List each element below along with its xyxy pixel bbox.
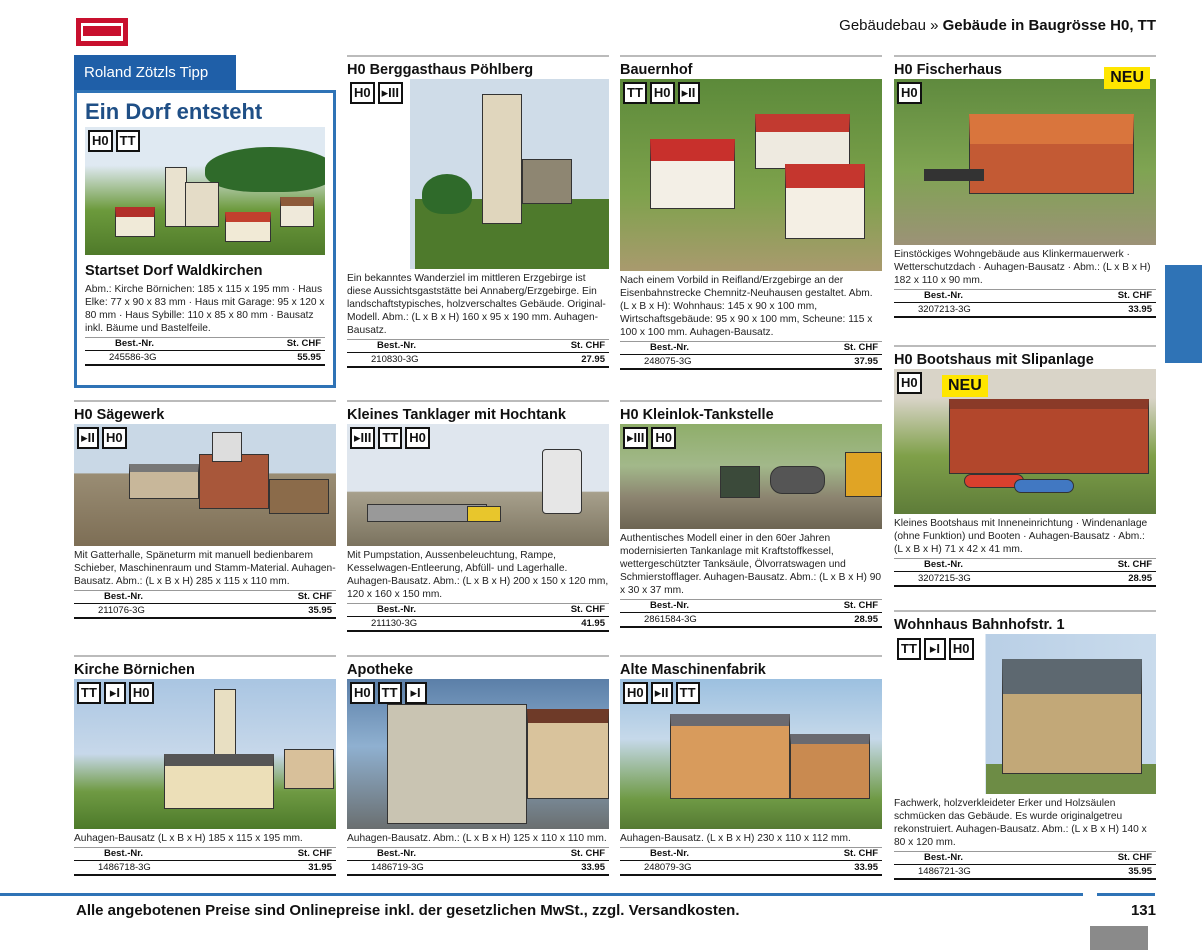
col-price: St. CHF xyxy=(297,848,332,859)
product-card xyxy=(894,345,1156,587)
logo-mark xyxy=(83,26,121,36)
product-description: Auhagen-Bausatz. (L x B x H) 230 x 110 x 112 mm. xyxy=(620,833,851,844)
price: 33.95 xyxy=(581,862,605,873)
brand-logo[interactable] xyxy=(76,18,128,46)
product-title[interactable]: Alte Maschinenfabrik xyxy=(620,662,766,678)
product-card xyxy=(74,655,336,876)
product-title[interactable]: Kleines Tanklager mit Hochtank xyxy=(347,407,566,423)
price-table xyxy=(620,599,882,628)
product-description: Auhagen-Bausatz (L x B x H) 185 x 115 x 195 mm. xyxy=(74,833,303,844)
product-title[interactable]: Bauernhof xyxy=(620,62,693,78)
price-table xyxy=(74,847,336,876)
product-image[interactable] xyxy=(347,424,609,546)
product-title[interactable]: H0 Kleinlok-Tankstelle xyxy=(620,407,774,423)
product-card xyxy=(347,55,609,368)
scale-tag: TT xyxy=(897,638,921,660)
new-badge: NEU xyxy=(1104,67,1150,89)
order-number[interactable]: 211076-3G xyxy=(98,605,145,616)
col-nr: Best.-Nr. xyxy=(924,559,964,570)
scale-tag: TT xyxy=(623,82,647,104)
price-table xyxy=(347,339,609,368)
scale-tag: H0 xyxy=(129,682,154,704)
order-number[interactable]: 248079-3G xyxy=(644,862,692,873)
product-title[interactable]: H0 Berggasthaus Pöhlberg xyxy=(347,62,534,78)
product-description: Abm.: Kirche Börnichen: 185 x 115 x 195 mm · Haus Elke: 77 x 90 x 83 mm · Haus mit Garage: 95 x 120 x 80 mm · Haus Sybille: 110 x 85 x 80 mm · Bausatz inkl. Bäume und Bastelfeile. xyxy=(85,284,325,334)
product-image[interactable] xyxy=(347,679,609,829)
product-image[interactable] xyxy=(620,679,882,829)
scale-tag: ▸II xyxy=(651,682,673,704)
product-image[interactable] xyxy=(74,424,336,546)
col-price: St. CHF xyxy=(1117,852,1152,863)
price-table xyxy=(85,337,325,366)
price-table xyxy=(347,603,609,632)
price: 28.95 xyxy=(1128,573,1152,584)
product-title[interactable]: Apotheke xyxy=(347,662,414,678)
product-card xyxy=(347,655,609,876)
order-number[interactable]: 3207215-3G xyxy=(918,573,971,584)
scale-tag: ▸II xyxy=(678,82,700,104)
scale-tag: H0 xyxy=(897,372,922,394)
col-nr: Best.-Nr. xyxy=(104,591,144,602)
price: 28.95 xyxy=(854,614,878,625)
scale-tags xyxy=(88,130,140,152)
order-number[interactable]: 1486718-3G xyxy=(98,862,151,873)
product-title[interactable]: H0 Sägewerk xyxy=(74,407,165,423)
scale-tag: H0 xyxy=(350,682,375,704)
product-description: Ein bekanntes Wanderziel im mittleren Erzgebirge ist diese Aussichtsgaststätte bei Annaberg/Erzgebirge. Ein landschaftstypisches, holzverschaltes Gebäude. Original-Modell. Abm.: (L x B x H) 160 x 95 x 190 mm. Auhagen-Bausatz. xyxy=(347,273,606,336)
order-number[interactable]: 211130-3G xyxy=(371,618,418,629)
product-description: Mit Gatterhalle, Späneturm mit manuell bedienbarem Schieber, Maschinenraum und Stamm-Material. Auhagen-Bausatz. Abm.: (L x B x H) 285 x 115 x 110 mm. xyxy=(74,550,336,587)
product-title[interactable]: Startset Dorf Waldkirchen xyxy=(85,263,263,279)
col-nr: Best.-Nr. xyxy=(924,852,964,863)
price-table xyxy=(347,847,609,876)
product-description: Fachwerk, holzverkleideter Erker und Holzsäulen schmücken das Gebäude. Es wurde originalgetreu rekonstruiert. Auhagen-Bausatz. Abm.: (L x B x H) 140 x 80 x 120 mm. xyxy=(894,798,1147,848)
tip-headline: Ein Dorf entsteht xyxy=(85,99,263,124)
scale-tag: ▸III xyxy=(623,427,648,449)
scale-tag: H0 xyxy=(623,682,648,704)
product-card xyxy=(894,610,1156,880)
price: 41.95 xyxy=(581,618,605,629)
col-nr: Best.-Nr. xyxy=(650,848,690,859)
order-number[interactable]: 2861584-3G xyxy=(644,614,697,625)
price-table xyxy=(620,847,882,876)
product-title[interactable]: Wohnhaus Bahnhofstr. 1 xyxy=(894,617,1065,633)
col-price: St. CHF xyxy=(843,848,878,859)
order-number[interactable]: 1486719-3G xyxy=(371,862,424,873)
scale-tag: H0 xyxy=(88,130,113,152)
tip-label: Roland Zötzls Tipp xyxy=(74,55,236,90)
col-price: St. CHF xyxy=(570,848,605,859)
col-nr: Best.-Nr. xyxy=(924,290,964,301)
col-price: St. CHF xyxy=(1117,290,1152,301)
scale-tag: H0 xyxy=(651,427,676,449)
product-title[interactable]: H0 Bootshaus mit Slipanlage xyxy=(894,352,1094,368)
col-price: St. CHF xyxy=(570,340,605,351)
price: 33.95 xyxy=(1128,304,1152,315)
order-number[interactable]: 210830-3G xyxy=(371,354,419,365)
product-image[interactable] xyxy=(894,79,1156,245)
col-nr: Best.-Nr. xyxy=(650,342,690,353)
product-card xyxy=(620,655,882,876)
product-description: Auhagen-Bausatz. Abm.: (L x B x H) 125 x 110 x 110 mm. xyxy=(347,833,607,844)
scale-tag: ▸III xyxy=(350,427,375,449)
product-image[interactable] xyxy=(347,79,609,269)
scale-tag: H0 xyxy=(350,82,375,104)
price: 27.95 xyxy=(581,354,605,365)
col-nr: Best.-Nr. xyxy=(650,600,690,611)
scale-tag: H0 xyxy=(650,82,675,104)
product-description: Nach einem Vorbild in Reifland/Erzgebirge an der Eisenbahnstrecke Chemnitz-Neuhausen gestaltet. Abm. (L x B x H): Wohnhaus: 145 x 90 x 100 mm, Wirtschaftsgebäude: 95 x 90 x 100 mm, Scheune: 115 x 100 x 100 mm. Auhagen-Bausatz. xyxy=(620,275,873,338)
product-image[interactable] xyxy=(620,79,882,271)
col-nr: Best.-Nr. xyxy=(377,340,417,351)
price-table xyxy=(620,341,882,370)
product-card xyxy=(620,55,882,370)
col-nr: Best.-Nr. xyxy=(115,338,155,349)
price-table xyxy=(894,289,1156,318)
product-image[interactable] xyxy=(620,424,882,529)
col-nr: Best.-Nr. xyxy=(377,604,417,615)
col-price: St. CHF xyxy=(1117,559,1152,570)
scale-tag: H0 xyxy=(102,427,127,449)
product-image[interactable] xyxy=(85,127,325,255)
scale-tag: ▸I xyxy=(104,682,126,704)
col-nr: Best.-Nr. xyxy=(104,848,144,859)
scale-tag: ▸I xyxy=(924,638,946,660)
product-card xyxy=(74,400,336,619)
breadcrumb-current: Gebäude in Baugrösse H0, TT xyxy=(942,17,1156,34)
scale-tag: ▸III xyxy=(378,82,403,104)
scale-tag: H0 xyxy=(949,638,974,660)
price: 55.95 xyxy=(297,352,321,363)
page-tab[interactable] xyxy=(1090,926,1148,950)
col-price: St. CHF xyxy=(297,591,332,602)
product-card xyxy=(620,400,882,628)
new-badge: NEU xyxy=(942,375,988,397)
scale-tag: TT xyxy=(378,682,402,704)
price-table xyxy=(74,590,336,619)
footer-divider xyxy=(0,893,1083,896)
col-price: St. CHF xyxy=(843,600,878,611)
footer-note: Alle angebotenen Preise sind Onlinepreise inkl. der gesetzlichen MwSt., zzgl. Versandkosten. xyxy=(76,902,740,919)
product-description: Kleines Bootshaus mit Inneneinrichtung · Windenanlage (ohne Funktion) und Booten · Auhagen-Bausatz · Abm.: (L x B x H) 71 x 42 x 41 mm. xyxy=(894,518,1148,555)
tip-box[interactable] xyxy=(74,90,336,388)
price-table xyxy=(894,851,1156,880)
scale-tag: ▸II xyxy=(77,427,99,449)
price: 31.95 xyxy=(308,862,332,873)
price-table xyxy=(894,558,1156,587)
product-card xyxy=(894,55,1156,318)
product-description: Einstöckiges Wohngebäude aus Klinkermauerwerk · Wetterschutzdach · Auhagen-Bausatz · Abm.: (L x B x H) 182 x 110 x 90 mm. xyxy=(894,249,1151,286)
footer-divider xyxy=(1097,893,1155,896)
order-number[interactable]: 3207213-3G xyxy=(918,304,971,315)
section-tab[interactable] xyxy=(1165,265,1202,363)
product-image[interactable] xyxy=(894,369,1156,514)
scale-tag: TT xyxy=(77,682,101,704)
col-price: St. CHF xyxy=(286,338,321,349)
col-price: St. CHF xyxy=(570,604,605,615)
order-number[interactable]: 1486721-3G xyxy=(918,866,971,877)
price: 35.95 xyxy=(1128,866,1152,877)
scale-tag: H0 xyxy=(405,427,430,449)
scale-tag: TT xyxy=(378,427,402,449)
scale-tag: TT xyxy=(116,130,140,152)
price: 37.95 xyxy=(854,356,878,367)
product-title[interactable]: Kirche Börnichen xyxy=(74,662,195,678)
price: 33.95 xyxy=(854,862,878,873)
scale-tag: ▸I xyxy=(405,682,427,704)
col-nr: Best.-Nr. xyxy=(377,848,417,859)
product-title[interactable]: H0 Fischerhaus xyxy=(894,62,1002,78)
order-number[interactable]: 248075-3G xyxy=(644,356,692,367)
page-number: 131 xyxy=(1130,902,1156,919)
scale-tag: H0 xyxy=(897,82,922,104)
breadcrumb xyxy=(839,17,1156,34)
order-number[interactable]: 245586-3G xyxy=(109,352,157,363)
product-image[interactable] xyxy=(74,679,336,829)
breadcrumb-parent[interactable]: Gebäudebau » xyxy=(839,17,939,34)
product-card xyxy=(347,400,609,632)
col-price: St. CHF xyxy=(843,342,878,353)
product-description: Authentisches Modell einer in den 60er Jahren modernisierten Tankanlage mit Kraftstoffkessel, wettergeschützter Tanksäule, Ölvorratswagen und Schmierstofflager. Auhagen-Bausatz. Abm.: (L x B x H) 90 x 30 x 37 mm. xyxy=(620,533,882,596)
product-image[interactable] xyxy=(894,634,1156,794)
price: 35.95 xyxy=(308,605,332,616)
scale-tag: TT xyxy=(676,682,700,704)
product-description: Mit Pumpstation, Aussenbeleuchtung, Rampe, Kesselwagen-Entleerung, Abfüll- und Lagerhalle. Auhagen-Bausatz. Abm.: (L x B x H) 200 x 150 x 120 mm, 120 x 160 x 150 mm. xyxy=(347,550,609,600)
